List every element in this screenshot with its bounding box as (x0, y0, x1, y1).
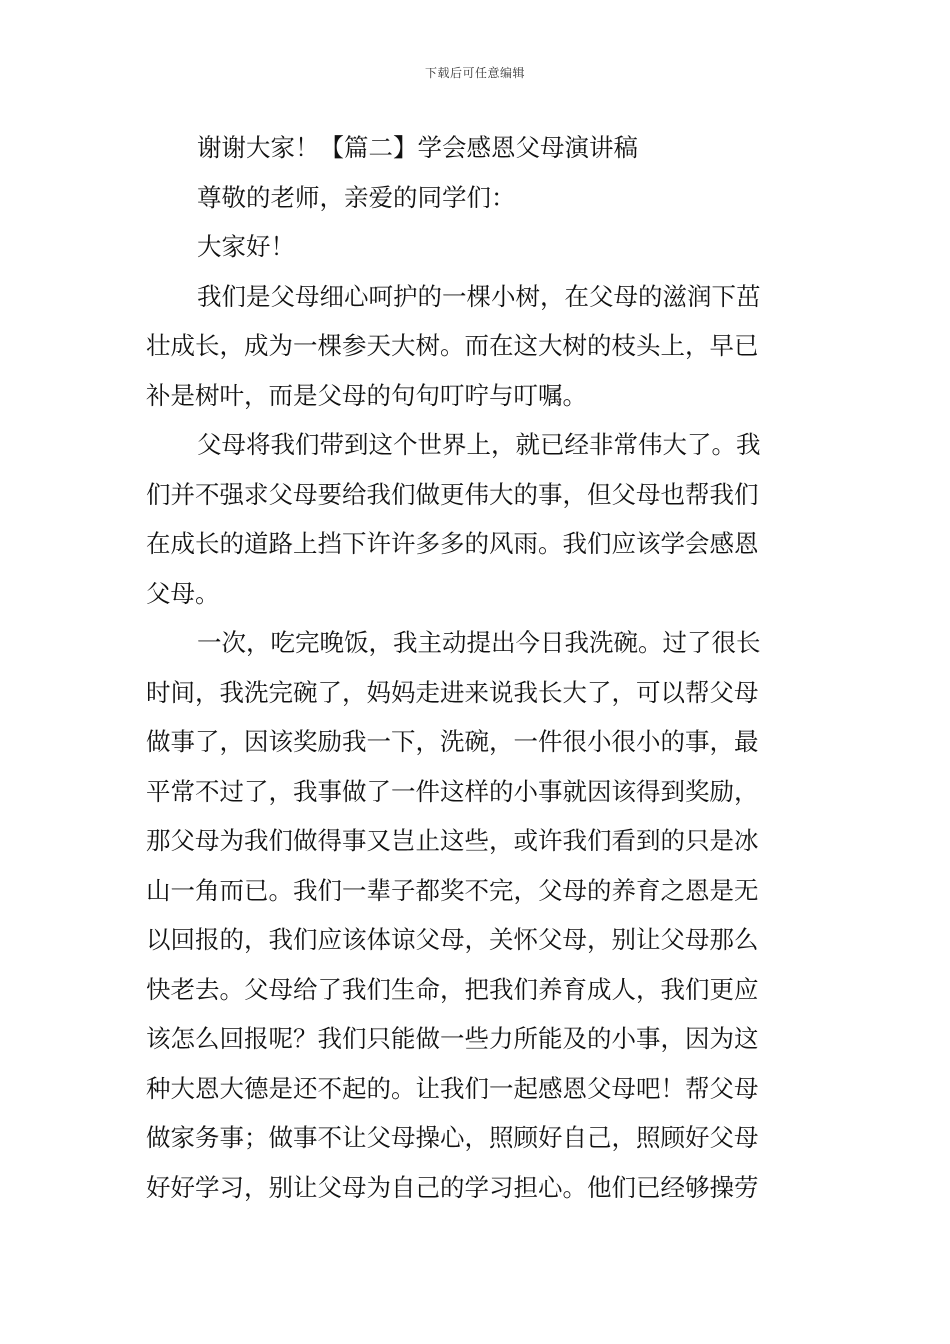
text-line: 那父母为我们做得事又岂止这些，或许我们看到的只是冰 (146, 826, 759, 855)
text-line: 谢谢大家！【篇二】学会感恩父母演讲稿 (197, 133, 638, 162)
text-line: 好好学习，别让父母为自己的学习担心。他们已经够操劳 (146, 1172, 759, 1202)
text-line: 平常不过了，我事做了一件这样的小事就因该得到奖励， (146, 776, 759, 806)
text-line: 我们是父母细心呵护的一棵小树，在父母的滋润下茁 (197, 281, 761, 311)
document-body (146, 123, 808, 1212)
text-line: 们并不强求父母要给我们做更伟大的事，但父母也帮我们 (146, 479, 759, 509)
text-line: 一次，吃完晚饭，我主动提出今日我洗碗。过了很长 (197, 628, 761, 657)
text-line: 快老去。父母给了我们生命，把我们养育成人，我们更应 (146, 974, 759, 1004)
text-line: 大家好！ (197, 232, 295, 261)
text-line: 时间，我洗完碗了，妈妈走进来说我长大了，可以帮父母 (146, 677, 759, 707)
text-line: 壮成长，成为一棵参天大树。而在这大树的枝头上，早已 (146, 331, 759, 360)
text-line: 山一角而已。我们一辈子都奖不完，父母的养育之恩是无 (146, 875, 759, 905)
text-line: 父母将我们带到这个世界上，就已经非常伟大了。我 (197, 430, 761, 459)
text-line: 父母。 (146, 578, 220, 608)
text-line: 做事了，因该奖励我一下，洗碗，一件很小很小的事，最 (146, 727, 759, 756)
text-line: 以回报的，我们应该体谅父母，关怀父母，别让父母那么 (146, 925, 759, 954)
text-line: 在成长的道路上挡下许许多多的风雨。我们应该学会感恩 (146, 529, 759, 558)
text-line: 补是树叶，而是父母的句句叮咛与叮嘱。 (146, 380, 587, 410)
text-line: 该怎么回报呢？我们只能做一些力所能及的小事，因为这 (146, 1024, 759, 1053)
text-line: 尊敬的老师，亲爱的同学们： (197, 182, 516, 212)
text-line: 种大恩大德是还不起的。让我们一起感恩父母吧！帮父母 (146, 1073, 759, 1103)
page-header-note: 下载后可任意编辑 (424, 66, 525, 80)
text-line: 做家务事；做事不让父母操心，照顾好自己，照顾好父母 (146, 1123, 759, 1152)
